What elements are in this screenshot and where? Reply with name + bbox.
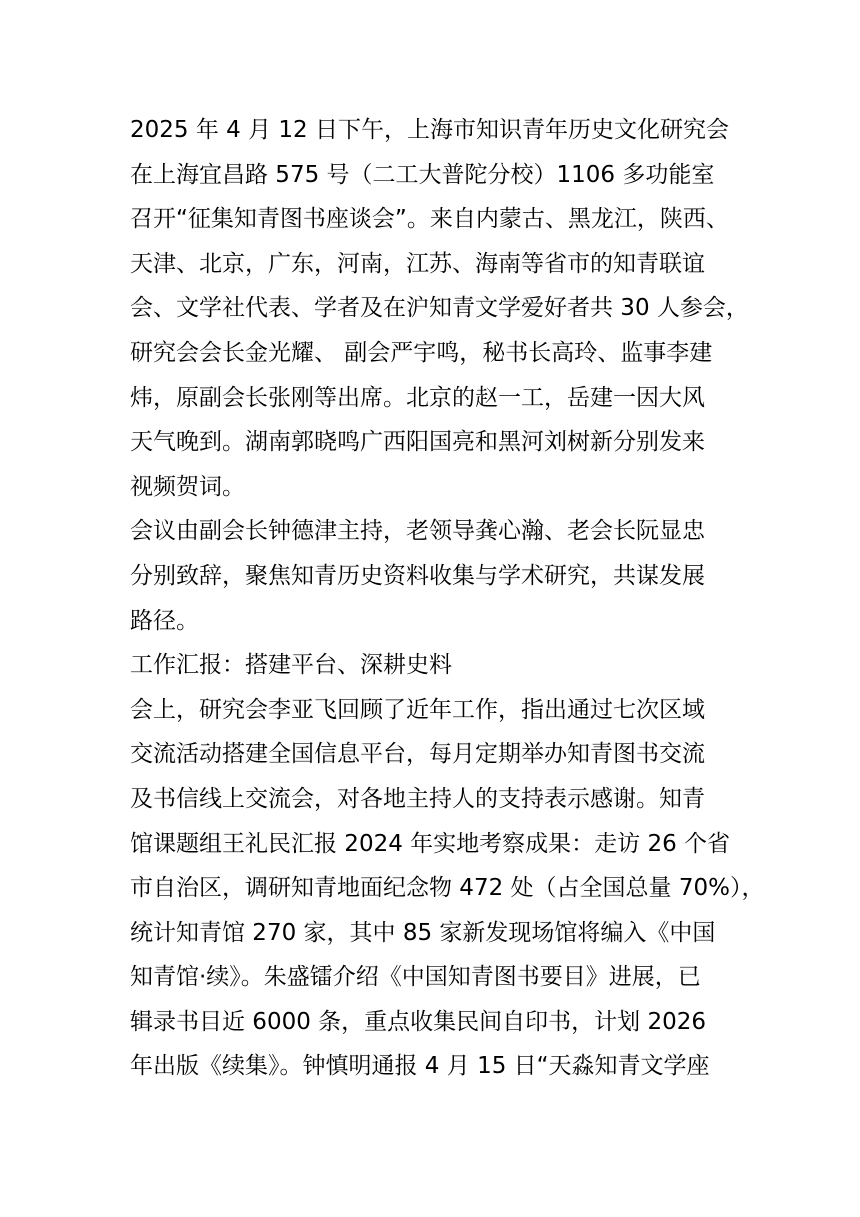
text-line: 馆课题组王礼民汇报 2024 年实地考察成果：走访 26 个省	[130, 830, 731, 857]
text-line: 视频贺词。	[130, 473, 245, 500]
text-line: 统计知青馆 270 家，其中 85 家新发现场馆将编入《中国	[130, 919, 716, 946]
text-line: 召开“征集知青图书座谈会”。来自内蒙古、黑龙江，陕西、	[130, 206, 729, 233]
text-line: 年出版《续集》。钟慎明通报 4 月 15 日“天淼知青文学座	[130, 1053, 710, 1080]
text-line: 研究会会长金光耀、 副会严宇鸣，秘书长高玲、监事李建	[130, 339, 713, 366]
text-line: 辑录书目近 6000 条，重点收集民间自印书，计划 2026	[130, 1008, 706, 1035]
text-line: 炜，原副会长张刚等出席。北京的赵一工，岳建一因大风	[130, 384, 705, 411]
text-line: 市自治区，调研知青地面纪念物 472 处（占全国总量 70%），	[130, 875, 765, 902]
text-line: 分别致辞，聚焦知青历史资料收集与学术研究，共谋发展	[130, 562, 705, 589]
text-line: 路径。	[130, 607, 199, 634]
text-line: 知青馆·续》。朱盛镭介绍《中国知青图书要目》进展，已	[130, 964, 701, 991]
text-line: 会上，研究会李亚飞回顾了近年工作，指出通过七次区域	[130, 696, 705, 723]
text-line: 会、文学社代表、学者及在沪知青文学爱好者共 30 人参会，	[130, 295, 749, 322]
text-line: 交流活动搭建全国信息平台，每月定期举办知青图书交流	[130, 741, 705, 768]
text-line: 会议由副会长钟德津主持，老领导龚心瀚、老会长阮显忠	[130, 518, 705, 545]
section-heading: 工作汇报：搭建平台、深耕史料	[130, 652, 452, 679]
text-line: 天津、北京，广东，河南，江苏、海南等省市的知青联谊	[130, 250, 705, 277]
text-line: 及书信线上交流会，对各地主持人的支持表示感谢。知青	[130, 785, 705, 812]
text-line: 2025 年 4 月 12 日下午，上海市知识青年历史文化研究会	[130, 117, 729, 143]
document-body	[130, 108, 765, 1089]
text-line: 在上海宜昌路 575 号（二工大普陀分校）1106 多功能室	[130, 161, 715, 188]
text-line: 天气晚到。湖南郭晓鸣广西阳国亮和黑河刘树新分别发来	[130, 429, 705, 456]
